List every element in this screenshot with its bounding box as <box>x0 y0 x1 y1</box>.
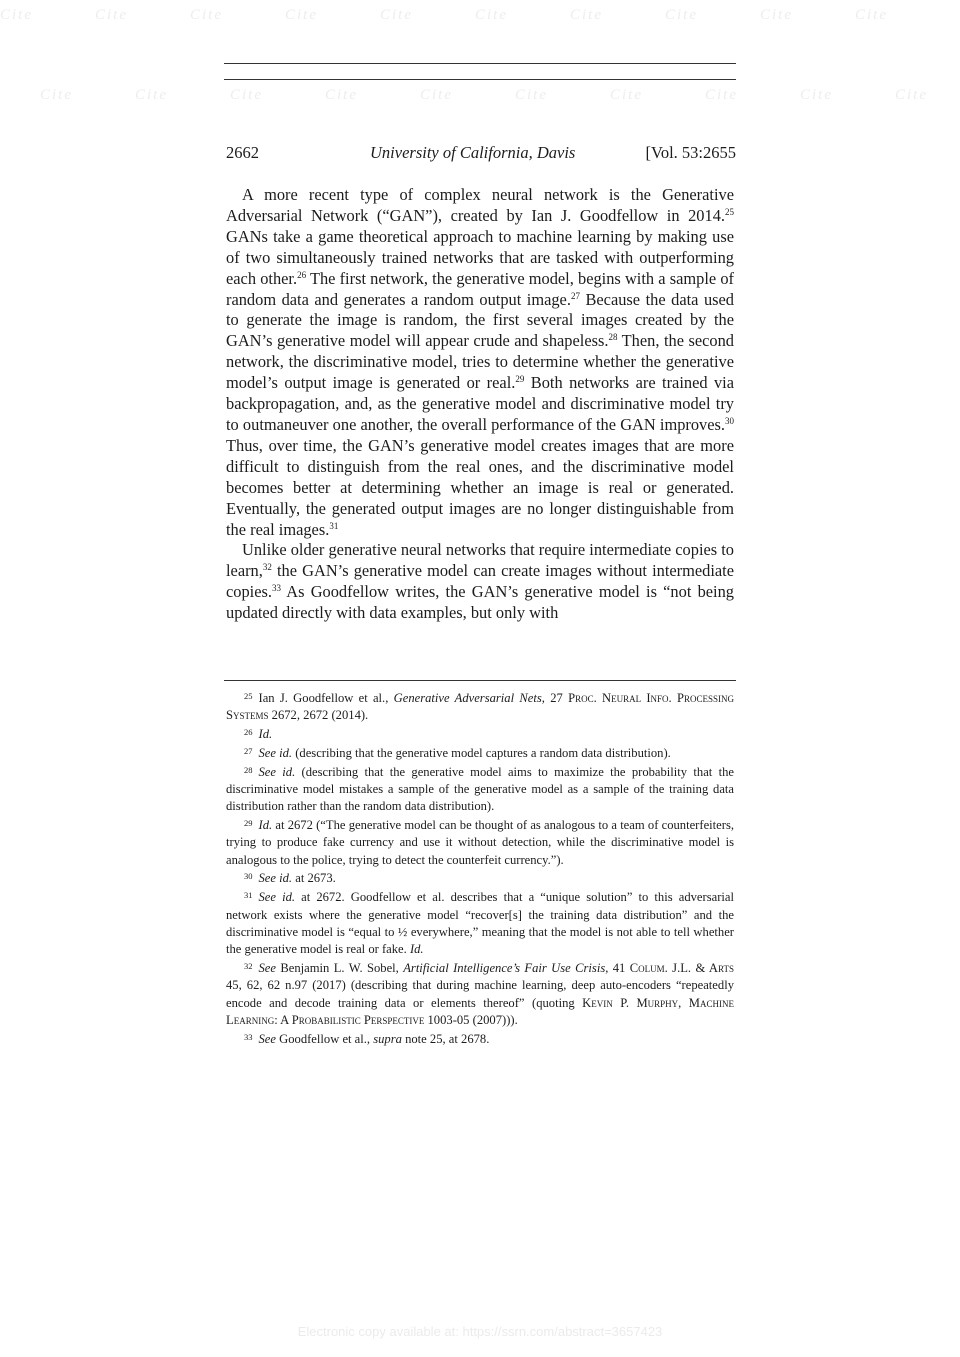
footnote-text: at 2672. Goodfellow et al. describes that a “unique solution” to this adversarial network exists where the generative model “recover[s] the training data distribution” and the discriminative model is “equal to ½ everywhere,” meaning that the model is not able to tell whether the generative model is real or fake. <box>226 890 734 957</box>
footnote-number: 26 <box>244 727 253 738</box>
footnote-ref[interactable]: 28 <box>608 332 618 343</box>
footnote-ref[interactable]: 26 <box>297 269 307 280</box>
footnote-text: (describing that the generative model aims to maximize the probability that the discriminative model mistakes a sample of the generative model as a sample of the training data distribution rather than the random data distribution). <box>226 764 734 814</box>
footnote-number: 29 <box>244 818 253 829</box>
footnote-text: supra <box>373 1031 402 1046</box>
sentence: Then, the second network, the discriminative model, tries to determine whether the generative model’s output image is generated or real. <box>226 331 734 393</box>
watermark-text: Cite <box>515 87 548 103</box>
sentence: GANs take a game theoretical approach to machine learning by making use of two simultaneously trained networks that are tasked with outperforming each other. <box>226 226 734 288</box>
footnote-number: 30 <box>244 871 253 882</box>
watermark-text: Cite <box>895 87 928 103</box>
footnote <box>226 764 734 816</box>
footnote-text: Colum. J.L. & Arts <box>629 960 734 975</box>
sentence: As Goodfellow writes, the GAN’s generative model is “not being updated directly with data examples, but only with <box>226 582 734 623</box>
watermark-text: Cite <box>800 87 833 103</box>
footnote <box>226 745 734 762</box>
footnote-text: See <box>258 960 276 975</box>
footnote-text: See id. <box>258 871 293 886</box>
watermark-text: Cite <box>40 87 73 103</box>
footnote-divider <box>224 680 736 681</box>
footnote-text: Id. <box>409 942 424 957</box>
footnote <box>226 870 734 887</box>
watermark-text: Cite <box>570 7 603 23</box>
footnote-ref[interactable]: 30 <box>725 415 734 426</box>
footnote <box>226 690 734 725</box>
footnote-text: 1003-05 (2007))). <box>424 1012 518 1027</box>
footnote-text: , 27 <box>541 691 569 705</box>
top-rule <box>224 63 736 64</box>
watermark-text: Cite <box>855 7 888 23</box>
footnote-ref[interactable]: 32 <box>262 562 272 573</box>
footnote-ref[interactable]: 27 <box>570 290 580 301</box>
footnote-text: Ian J. Goodfellow et al., <box>258 691 394 705</box>
page-number: 2662 <box>226 143 259 162</box>
footnote-ref[interactable]: 31 <box>329 520 339 531</box>
footnote-text: at 2673. <box>292 871 336 886</box>
top-rule <box>224 79 736 80</box>
sentence: Because the data used to generate the image is random, the first several images created by the GAN’s generative model will appear crude and shapeless. <box>226 289 734 351</box>
watermark-text: Cite <box>705 87 738 103</box>
sentence: Unlike older generative neural networks that require intermediate copies to learn, <box>226 540 734 581</box>
footnotes <box>226 690 734 1049</box>
footnote-number: 28 <box>244 764 253 775</box>
footnote-text: See id. <box>258 890 296 905</box>
footnote <box>226 1031 734 1048</box>
watermark-text: Cite <box>325 87 358 103</box>
paragraph <box>226 540 734 624</box>
journal-title: University of California, Davis <box>370 143 576 162</box>
watermark-text: Cite <box>190 7 223 23</box>
watermark-text: Cite <box>95 7 128 23</box>
footnote-number: 31 <box>244 890 253 901</box>
footnote-text: at 2672 (“The generative model can be thought of as analogous to a team of counterfeiters, trying to produce fake currency and use it without detection, while the discriminative model is analogous to the police, trying to detect the counterfeit currency.”). <box>226 818 734 867</box>
footnote-number: 27 <box>244 745 253 756</box>
footnote-ref[interactable]: 29 <box>515 374 525 385</box>
watermark-text: Cite <box>610 87 643 103</box>
footnote-text: Id. <box>258 727 273 742</box>
watermark-text: Cite <box>420 87 453 103</box>
footnote-text: Generative Adversarial Nets <box>393 691 542 705</box>
watermark-text: Cite <box>135 87 168 103</box>
footnote-text: 2672, 2672 (2014). <box>268 708 369 723</box>
footnote <box>226 960 734 1029</box>
volume-citation: [Vol. 53:2655 <box>645 143 736 162</box>
footnote-text: 45, 62, 62 n.97 (2017) (describing that during machine learning, deep auto-encoders “repeatedly encode and decode training data or elements thereof” (quoting <box>226 978 734 1010</box>
footnote <box>226 817 734 869</box>
footnote-text: Id. <box>258 818 273 833</box>
footnote-text: See id. <box>258 764 296 779</box>
footnote-text: See id. <box>258 745 293 760</box>
watermark-text: Cite <box>665 7 698 23</box>
footnote-text: Artificial Intelligence’s Fair Use Crisis <box>403 960 606 975</box>
footnote-text: (describing that the generative model captures a random data distribution). <box>292 745 671 760</box>
footnote-number: 33 <box>244 1031 253 1042</box>
sentence: A more recent type of complex neural network is the Generative Adversarial Network (“GAN”), created by Ian J. Goodfellow in 2014. <box>226 185 734 225</box>
download-notice: Electronic copy available at: https://ssrn.com/abstract=3657423 <box>297 1324 663 1339</box>
footnote-number: 25 <box>244 691 253 701</box>
footnote-text: Proc. Neural Info. Processing Systems <box>226 691 734 723</box>
paragraph <box>226 185 734 540</box>
footnote-ref[interactable]: 25 <box>725 206 734 217</box>
footnote-ref[interactable]: 33 <box>271 583 281 594</box>
watermark-text: Cite <box>475 7 508 23</box>
sentence: Both networks are trained via backpropagation, and, as the generative model and discriminative model try to outmaneuver one another, the overall performance of the GAN improves. <box>226 373 734 434</box>
footnote-number: 32 <box>244 960 253 971</box>
footnote-text: Benjamin L. W. Sobel, <box>275 960 404 975</box>
footnote-text: note 25, at 2678. <box>401 1031 490 1046</box>
watermark-text: Cite <box>230 87 263 103</box>
running-header <box>226 143 736 165</box>
footnote-text: See <box>258 1031 276 1046</box>
watermark-text: Cite <box>380 7 413 23</box>
watermark-text: Cite <box>760 7 793 23</box>
watermark-text: Cite <box>285 7 318 23</box>
watermark <box>40 86 960 106</box>
sentence: Thus, over time, the GAN’s generative model creates images that are more difficult to distinguish from the real ones, and the discriminative model becomes better at determining whether an image is real or generated. Eventually, the generated output images are no longer distinguishable from the real images. <box>226 435 734 539</box>
sentence: the GAN’s generative model can create images without intermediate copies. <box>226 561 734 602</box>
sentence: The first network, the generative model, begins with a sample of random data and generates a random output image. <box>226 268 734 309</box>
watermark <box>0 6 960 26</box>
watermark-text: Cite <box>0 7 33 23</box>
footnote <box>226 889 734 958</box>
body-text <box>226 185 734 624</box>
footnote-text: Kevin P. Murphy, Machine Learning: A Probabilistic Perspective <box>226 995 734 1027</box>
footnote-text: Goodfellow et al., <box>275 1031 374 1046</box>
footnote <box>226 726 734 743</box>
footnote-text: , 41 <box>605 960 630 975</box>
